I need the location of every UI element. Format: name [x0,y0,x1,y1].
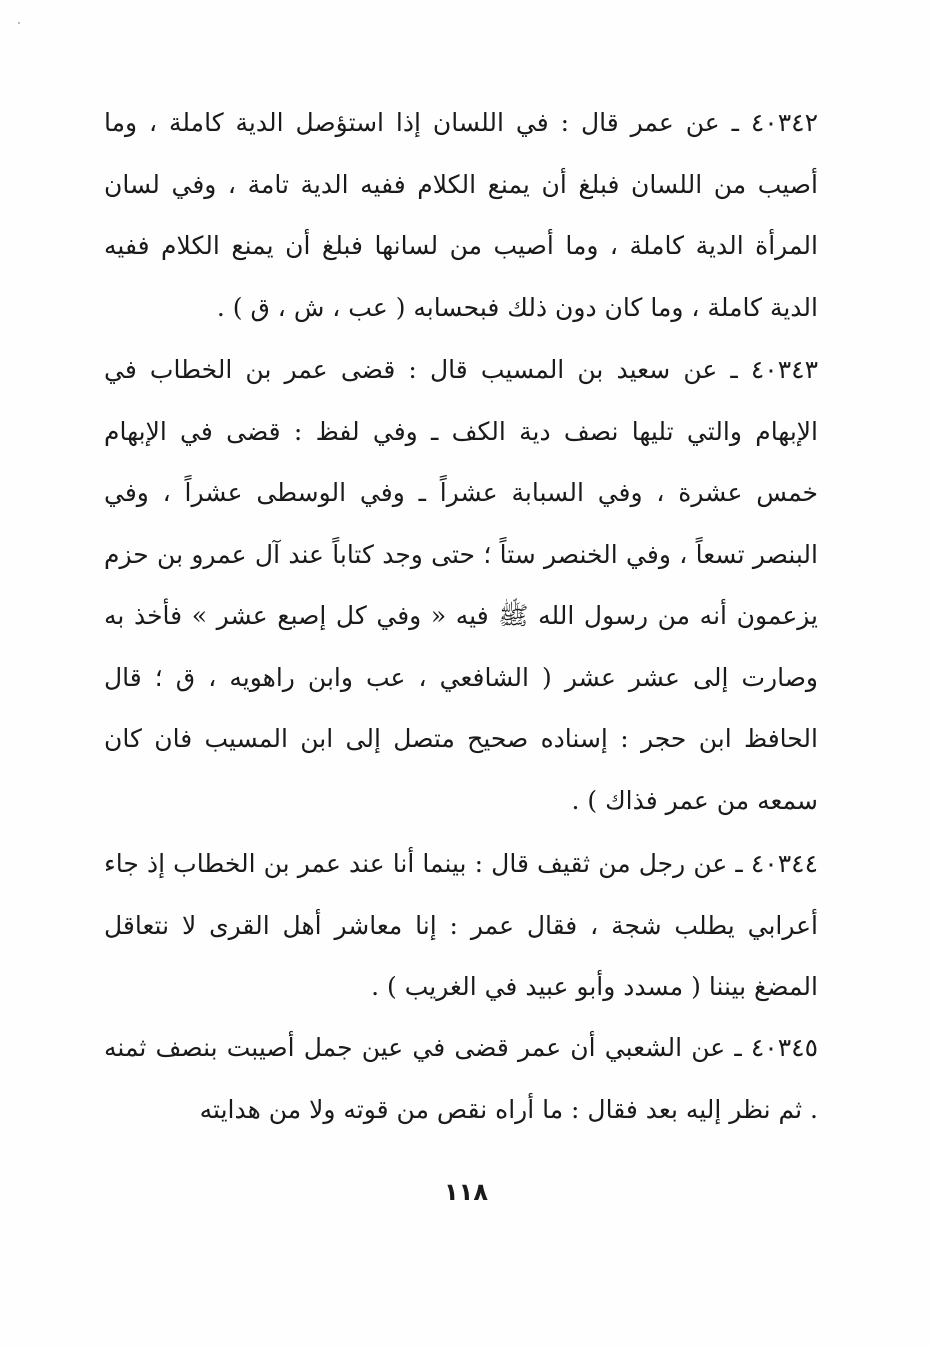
hadith-entry-40342: ٤٠٣٤٢ ـ عن عمر قال : في اللسان إذا استؤصل الدية كاملة ، وما أصيب من اللسان فبلغ أن يمنع الكلام ففيه الدية تامة ، وفي لسان المرأة الدية كاملة ، وما أصيب من لسانها فبلغ أن يمنع الكلام ففيه الدية كاملة ، وما كان دون ذلك فبحسابه ( عب ، ش ، ق ) . [104,108,818,322]
hadith-entry-40344: ٤٠٣٤٤ ـ عن رجل من ثقيف قال : بينما أنا عند عمر بن الخطاب إذ جاء أعرابي يطلب شجة ، فقال عمر : إنا معاشر أهل القرى لا نتعاقل المضغ بيننا ( مسدد وأبو عبيد في الغريب ) . [104,849,818,1001]
hadith-entry-40345: ٤٠٣٤٥ ـ عن الشعبي أن عمر قضى في عين جمل أصيبت بنصف ثمنه . ثم نظر إليه بعد فقال : ما أراه نقص من قوته ولا من هدايته [104,1033,818,1124]
hadith-entry-40343: ٤٠٣٤٣ ـ عن سعيد بن المسيب قال : قضى عمر بن الخطاب في الإبهام والتي تليها نصف دية الكف ـ وفي لفظ : قضى في الإبهام خمس عشرة ، وفي السبابة عشراً ـ وفي الوسطى عشراً ، وفي البنصر تسعاً ، وفي الخنصر ستاً ؛ حتى وجد كتاباً عند آل عمرو بن حزم يزعمون أنه من رسول الله ﷺ فيه « وفي كل إصبع عشر » فأخذ به وصارت إلى عشر عشر ( الشافعي ، عب وابن راهويه ، ق ؛ قال الحافظ ابن حجر : إسناده صحيح متصل إلى ابن المسيب فان كان سمعه من عمر فذاك ) . [104,355,818,815]
page-number: ١١٨ [444,1178,488,1206]
scan-speck [18,22,20,24]
